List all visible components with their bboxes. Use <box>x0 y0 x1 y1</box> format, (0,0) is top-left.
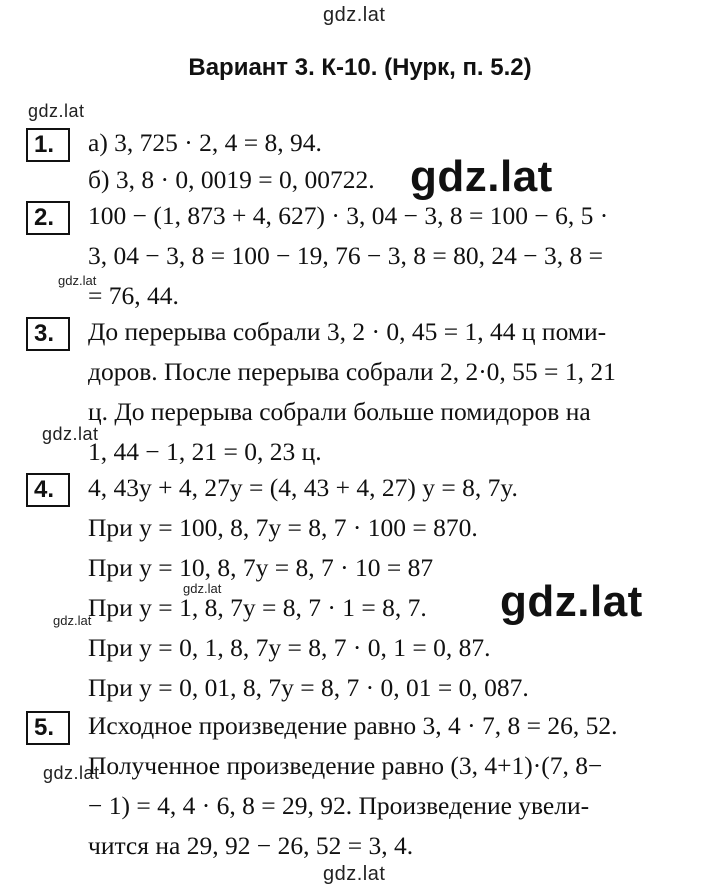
task-4-line-5: При y = 0, 1, 8, 7y = 8, 7 · 0, 1 = 0, 87. <box>88 633 491 662</box>
task-1-line-1: а) 3, 725 · 2, 4 = 8, 94. <box>88 128 322 157</box>
watermark-task4-inline: gdz.lat <box>183 581 222 596</box>
watermark-task5: gdz.lat <box>43 763 100 783</box>
watermark-top: gdz.lat <box>323 4 386 26</box>
task-3-line-2: доров. После перерыва собрали 2, 2·0, 55 = 1, 21 <box>88 357 616 386</box>
task-2-line-1: 100 − (1, 873 + 4, 627) · 3, 04 − 3, 8 = 100 − 6, 5 · <box>88 201 609 230</box>
task-2-line-3: = 76, 44. <box>88 281 179 310</box>
task-number-2: 2. <box>26 201 70 235</box>
watermark-task4-side: gdz.lat <box>53 613 92 628</box>
task-number-3: 3. <box>26 317 70 351</box>
task-5-line-1: Исходное произведение равно 3, 4 · 7, 8 = 26, 52. <box>88 711 618 740</box>
task-5-line-4: чится на 29, 92 − 26, 52 = 3, 4. <box>88 831 414 860</box>
watermark-task3: gdz.lat <box>42 424 99 444</box>
task-1-line-2: б) 3, 8 · 0, 0019 = 0, 00722. <box>88 165 375 194</box>
page-title: Вариант 3. К-10. (Нурк, п. 5.2) <box>188 54 532 81</box>
task-5-line-3: − 1) = 4, 4 · 6, 8 = 29, 92. Произведение увели- <box>88 791 590 820</box>
watermark-large-1: gdz.lat <box>410 152 553 201</box>
task-4-line-2: При y = 100, 8, 7y = 8, 7 · 100 = 870. <box>88 513 478 542</box>
task-4-line-6: При y = 0, 01, 8, 7y = 8, 7 · 0, 01 = 0, 087. <box>88 673 529 702</box>
task-number-4: 4. <box>26 473 70 507</box>
task-5-line-2: Полученное произведение равно (3, 4+1)·(7, 8− <box>88 751 603 780</box>
task-number-1: 1. <box>26 128 70 162</box>
watermark-bottom: gdz.lat <box>323 863 386 885</box>
watermark-task1: gdz.lat <box>28 101 85 121</box>
task-4-line-1: 4, 43y + 4, 27y = (4, 43 + 4, 27) y = 8, 7y. <box>88 473 518 502</box>
task-3-line-4: 1, 44 − 1, 21 = 0, 23 ц. <box>88 437 322 466</box>
task-4-line-4: При y = 1, 8, 7y = 8, 7 · 1 = 8, 7. <box>88 593 427 622</box>
task-4-line-3: При y = 10, 8, 7y = 8, 7 · 10 = 87 <box>88 553 434 582</box>
task-3-line-3: ц. До перерыва собрали больше помидоров на <box>88 397 591 426</box>
task-2-line-2: 3, 04 − 3, 8 = 100 − 19, 76 − 3, 8 = 80, 24 − 3, 8 = <box>88 241 604 270</box>
watermark-task2: gdz.lat <box>58 273 97 288</box>
watermark-large-2: gdz.lat <box>500 577 643 626</box>
task-3-line-1: До перерыва собрали 3, 2 · 0, 45 = 1, 44 ц поми- <box>88 317 607 346</box>
task-number-5: 5. <box>26 711 70 745</box>
